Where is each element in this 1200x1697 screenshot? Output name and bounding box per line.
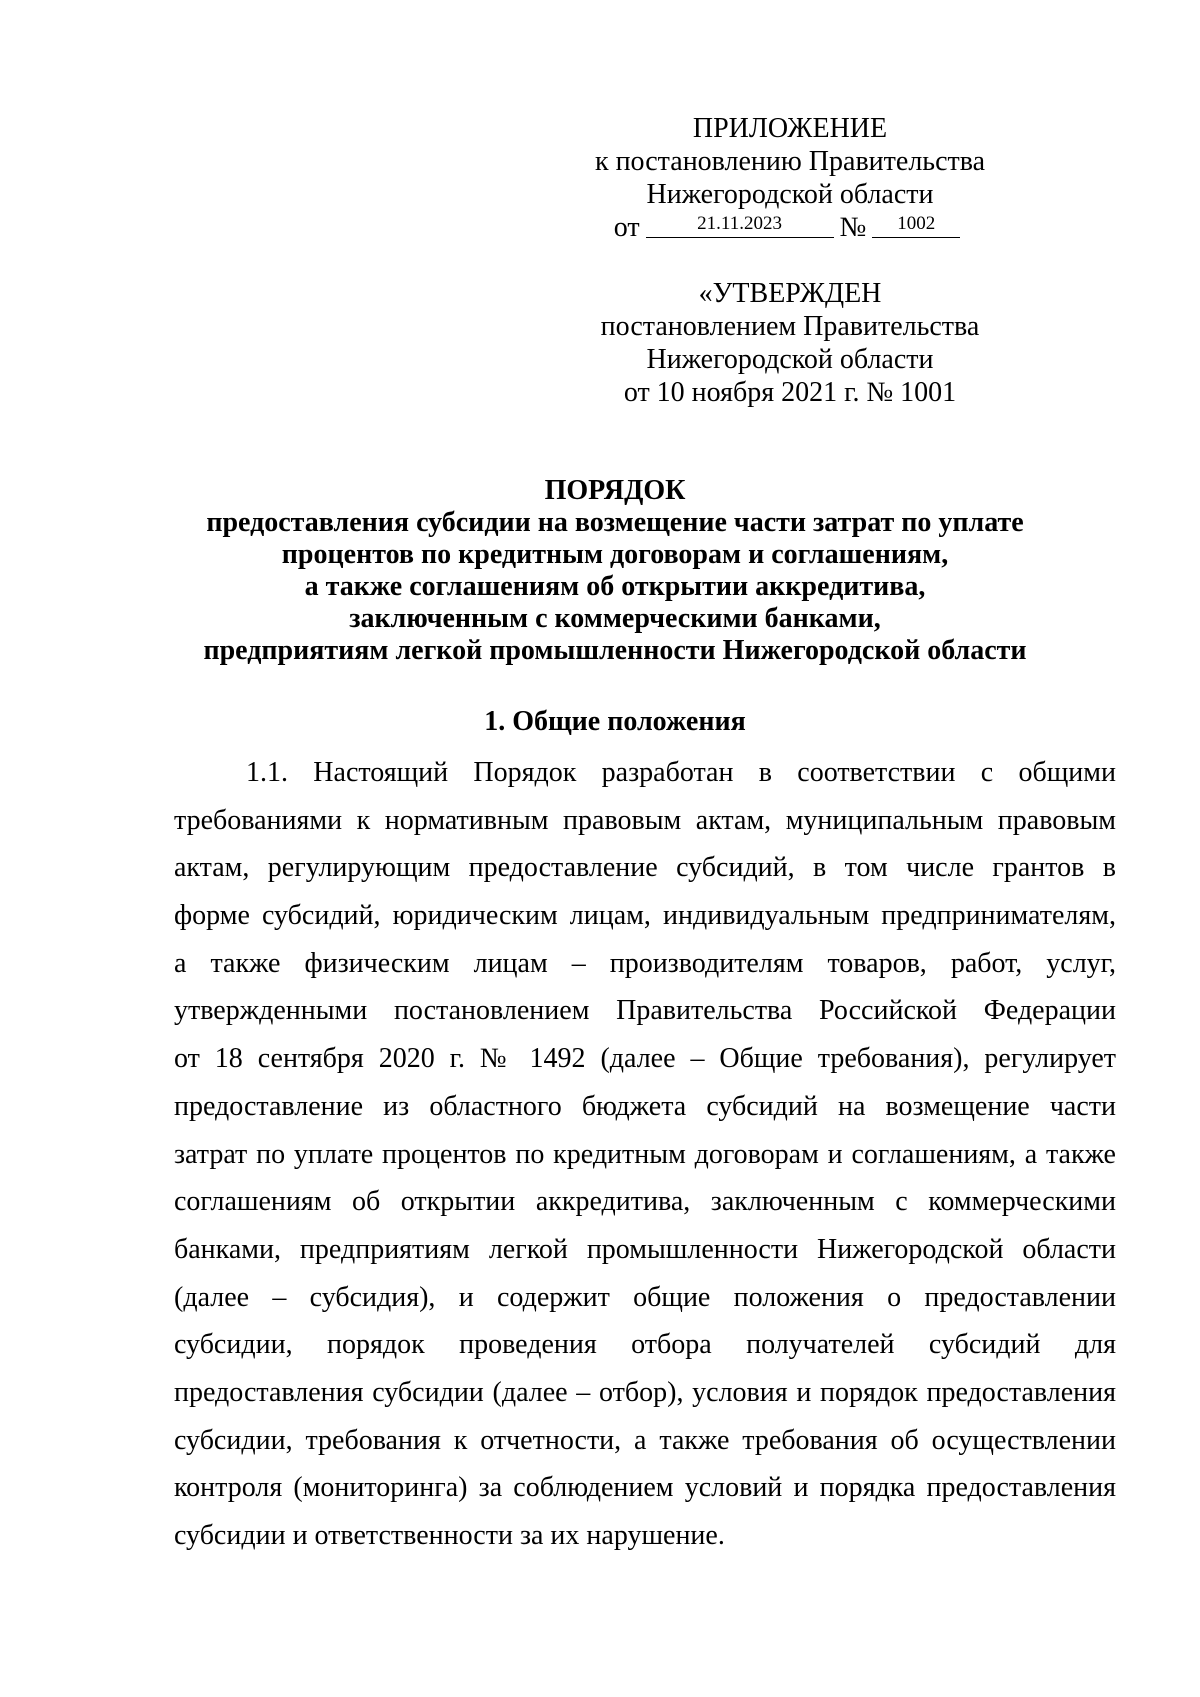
paragraph-line: 1.1. Настоящий Порядок разработан в соответствии с общими — [246, 757, 1116, 788]
paragraph-line: утвержденными постановлением Правительства Российской Федерации — [174, 995, 1116, 1027]
paragraph-line: требованиями к нормативным правовым актам, муниципальным правовым — [174, 804, 1116, 836]
paragraph-line: актам, регулирующим предоставление субсидий, в том числе грантов в — [174, 852, 1116, 884]
appendix-header — [570, 112, 1010, 244]
paragraph-line: субсидии и ответственности за их нарушение. — [174, 1520, 725, 1551]
approval-line-2: Нижегородской области — [646, 344, 934, 375]
paragraph-line: субсидии, требования к отчетности, а также требования об осуществлении — [174, 1424, 1116, 1456]
paragraph-line: затрат по уплате процентов по кредитным договорам и соглашениям, а также — [174, 1138, 1116, 1170]
date-field: 21.11.2023 — [646, 213, 834, 238]
approval-line-3: от 10 ноября 2021 г. № 1001 — [623, 377, 957, 408]
paragraph-line: а также физическим лицам – производителям товаров, работ, услуг, — [174, 947, 1116, 979]
subtitle-line-4: заключенным с коммерческими банками, — [349, 603, 881, 634]
subtitle-line-3: а также соглашениям об открытии аккредитива, — [304, 571, 926, 602]
subtitle-line-2: процентов по кредитным договорам и соглашениям, — [281, 539, 949, 570]
paragraph-line: субсидии, порядок проведения отбора получателей субсидий для — [174, 1329, 1116, 1361]
subtitle-line-5: предприятиям легкой промышленности Нижегородской области — [203, 635, 1027, 666]
section-heading: 1. Общие положения — [484, 706, 746, 737]
paragraph-line: (далее – субсидия), и содержит общие положения о предоставлении — [174, 1281, 1116, 1313]
paragraph-line: контроля (мониторинга) за соблюдением условий и порядка предоставления — [174, 1472, 1116, 1504]
paragraph-line: предоставления субсидии (далее – отбор), условия и порядок предоставления — [174, 1376, 1116, 1408]
paragraph-line: соглашениям об открытии аккредитива, заключенным с коммерческими — [174, 1186, 1116, 1218]
appendix-title: ПРИЛОЖЕНИЕ — [692, 113, 888, 144]
subtitle-line-1: предоставления субсидии на возмещение части затрат по уплате — [206, 507, 1024, 538]
paragraph-line: предоставление из областного бюджета субсидий на возмещение части — [174, 1090, 1116, 1122]
paragraph-line: от 18 сентября 2020 г. № 1492 (далее – Общие требования), регулирует — [174, 1043, 1116, 1075]
number-sign: № — [839, 212, 867, 243]
paragraph-line: банками, предприятиям легкой промышленности Нижегородской области — [174, 1233, 1116, 1265]
document-title: ПОРЯДОК — [544, 475, 686, 506]
approval-line-1: постановлением Правительства — [600, 311, 980, 342]
approval-stamp — [570, 277, 1010, 409]
appendix-line-1: к постановлению Правительства — [594, 146, 986, 177]
approval-title: «УТВЕРЖДЕН — [698, 278, 882, 309]
appendix-date-row — [570, 211, 1010, 244]
paragraph-line: форме субсидий, юридическим лицам, индивидуальным предпринимателям, — [174, 900, 1116, 932]
number-field: 1002 — [872, 213, 960, 238]
appendix-line-2: Нижегородской области — [646, 179, 934, 210]
date-prefix: от — [613, 212, 640, 243]
paragraph-1-1 — [174, 749, 1116, 1560]
document-title-block — [150, 475, 1080, 667]
